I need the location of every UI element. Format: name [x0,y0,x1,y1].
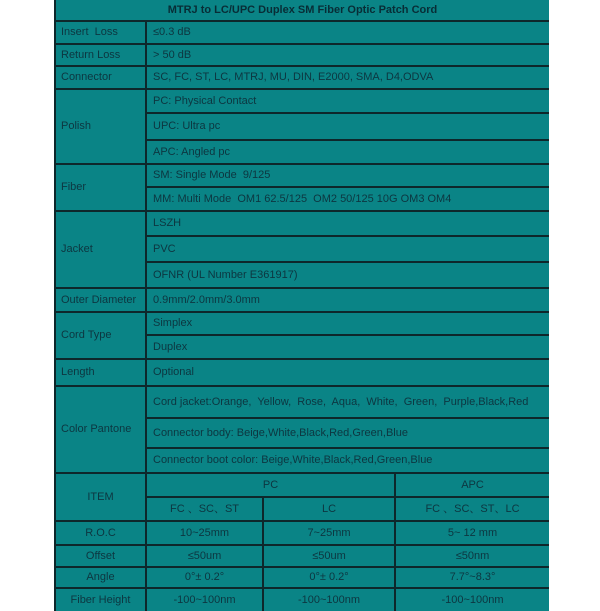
table-title: MTRJ to LC/UPC Duplex SM Fiber Optic Patch Cord [56,0,549,20]
spec-value-connector: SC, FC, ST, LC, MTRJ, MU, DIN, E2000, SMA, D4,ODVA [145,65,549,88]
geometry-label-offset: Offset [56,544,145,566]
spec-value-polish-apc: APC: Angled pc [145,139,549,163]
spec-value-jacket-lszh: LSZH [145,210,549,235]
spec-value-jacket-ofnr: OFNR (UL Number E361917) [145,261,549,287]
spec-value-jacket-pvc: PVC [145,235,549,261]
spec-value-cord-type-duplex: Duplex [145,334,549,358]
geometry-apc-header: APC [394,474,549,496]
spec-label-insert-loss: Insert Loss [56,20,145,43]
spec-label-length: Length [56,358,145,385]
geometry-item-header: ITEM [56,474,145,520]
spec-label-polish: Polish [56,88,145,163]
spec-value-cord-type-simplex: Simplex [145,311,549,334]
geometry-subheader-pc-lc: LC [262,496,394,520]
spec-value-fiber-sm: SM: Single Mode 9/125 [145,163,549,186]
geometry-subheader-pc-fcscst: FC 、SC、ST [145,496,262,520]
geometry-fiber-height-apc: -100~100nm [394,587,549,611]
spec-value-polish-pc: PC: Physical Contact [145,88,549,112]
geometry-offset-apc: ≤50nm [394,544,549,566]
spec-value-length: Optional [145,358,549,385]
geometry-label-fiber-height: Fiber Height [56,587,145,611]
spec-label-jacket: Jacket [56,210,145,287]
geometry-label-angle: Angle [56,566,145,587]
geometry-pc-header: PC [145,474,394,496]
spec-table [54,0,549,472]
spec-value-color-connector-body: Connector body: Beige,White,Black,Red,Green,Blue [145,417,549,447]
geometry-fiber-height-pc1: -100~100nm [145,587,262,611]
geometry-roc-pc2: 7~25mm [262,520,394,544]
spec-label-color-pantone: Color Pantone [56,385,145,472]
spec-value-color-connector-boot: Connector boot color: Beige,White,Black,Red,Green,Blue [145,447,549,472]
spec-label-fiber: Fiber [56,163,145,210]
spec-value-return-loss: > 50 dB [145,43,549,65]
geometry-subheader-apc: FC 、SC、ST、LC [394,496,549,520]
spec-value-color-cord-jacket: Cord jacket:Orange, Yellow, Rose, Aqua, White, Green, Purple,Black,Red [145,385,549,417]
spec-value-polish-upc: UPC: Ultra pc [145,112,549,139]
spec-value-insert-loss: ≤0.3 dB [145,20,549,43]
geometry-offset-pc1: ≤50um [145,544,262,566]
geometry-roc-apc: 5~ 12 mm [394,520,549,544]
geometry-label-roc: R.O.C [56,520,145,544]
geometry-angle-pc2: 0°± 0.2° [262,566,394,587]
geometry-angle-pc1: 0°± 0.2° [145,566,262,587]
spec-label-connector: Connector [56,65,145,88]
spec-label-return-loss: Return Loss [56,43,145,65]
spec-label-cord-type: Cord Type [56,311,145,358]
spec-label-outer-diameter: Outer Diameter [56,287,145,311]
patch-cord-spec-sheet [54,0,547,611]
geometry-roc-pc1: 10~25mm [145,520,262,544]
spec-value-fiber-mm: MM: Multi Mode OM1 62.5/125 OM2 50/125 10G OM3 OM4 [145,186,549,210]
geometry-table [54,472,549,611]
geometry-angle-apc: 7.7°~8.3° [394,566,549,587]
spec-value-outer-diameter: 0.9mm/2.0mm/3.0mm [145,287,549,311]
geometry-offset-pc2: ≤50um [262,544,394,566]
geometry-fiber-height-pc2: -100~100nm [262,587,394,611]
